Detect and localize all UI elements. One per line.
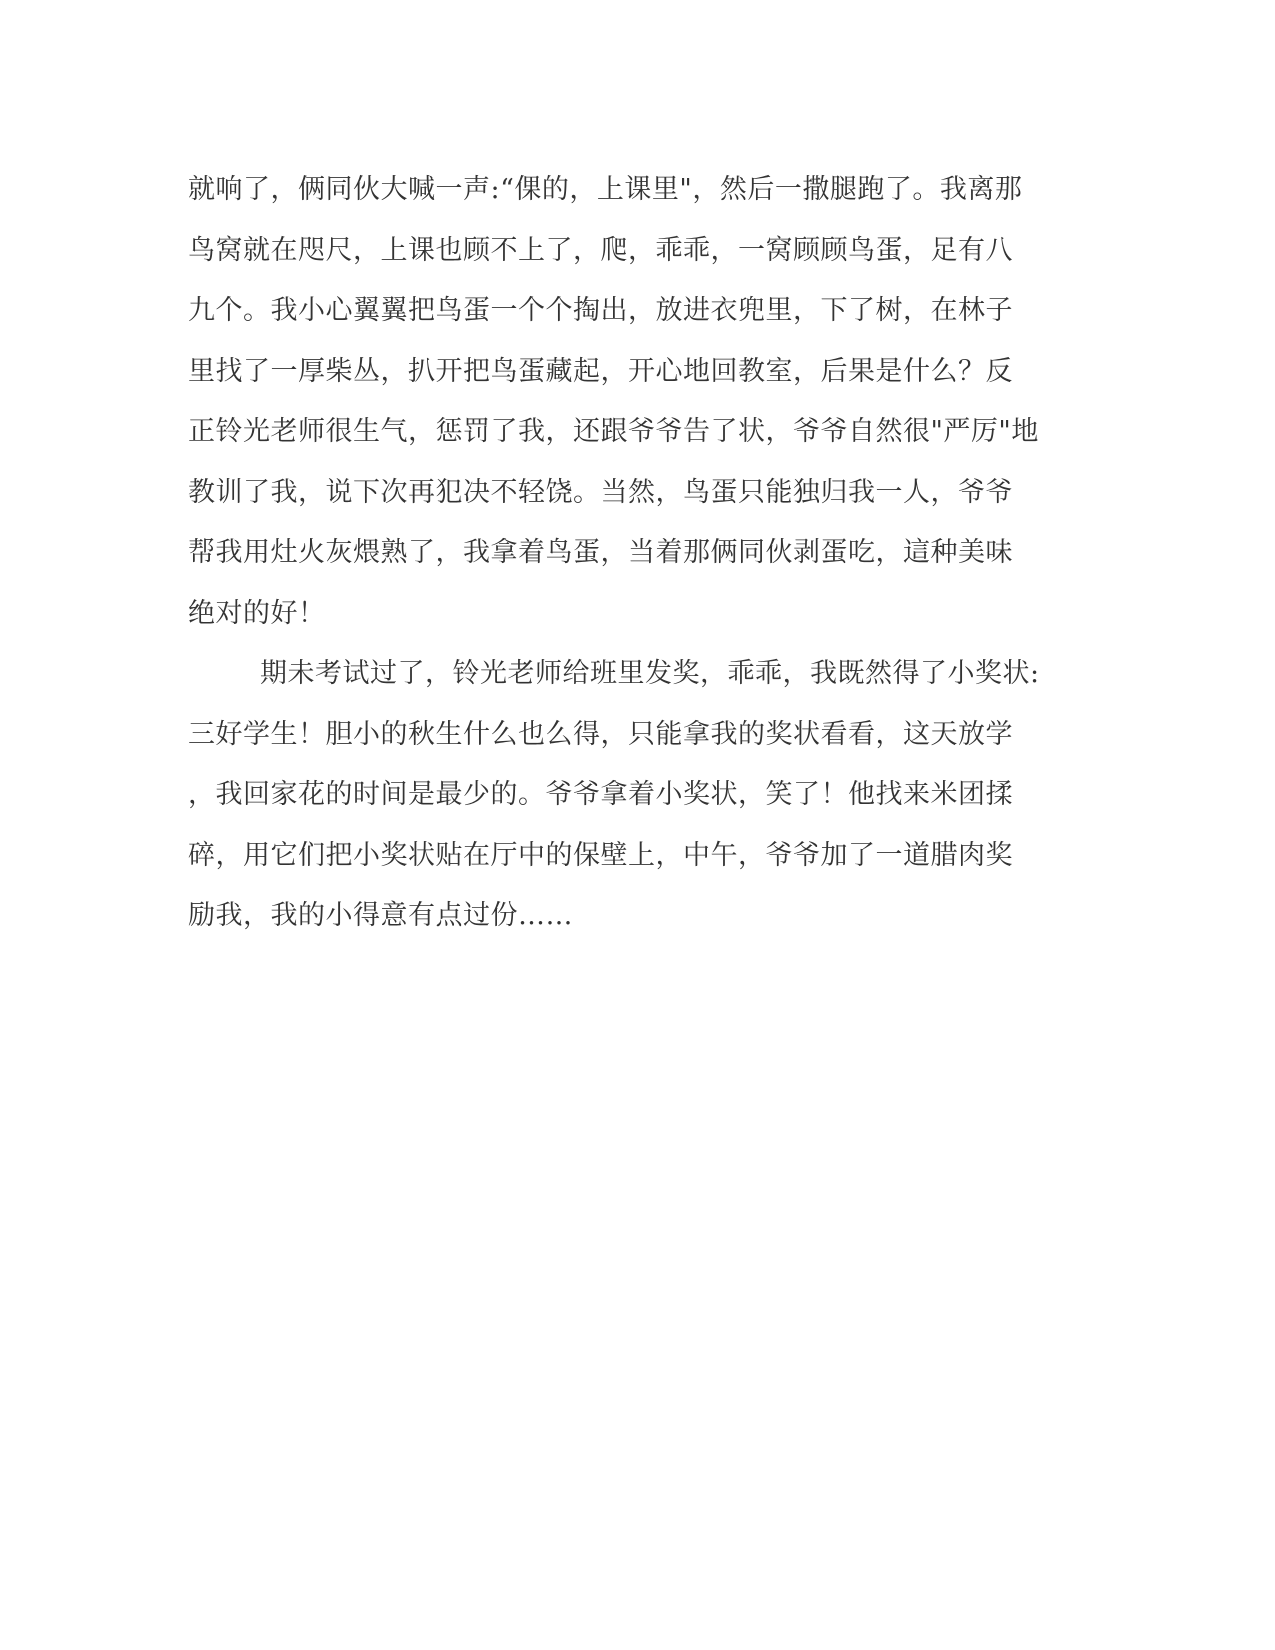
- body-text: [188, 160, 1088, 947]
- text-line: 教训了我，说下次再犯决不轻饶。当然，鸟蛋只能独归我一人，爷爷: [188, 476, 1013, 508]
- text-line: 碎，用它们把小奖状贴在厅中的保壁上，中午，爷爷加了一道腊肉奖: [188, 839, 1013, 871]
- text-line: 绝对的好！: [188, 597, 326, 629]
- paragraph: [188, 160, 1088, 644]
- paragraph: [188, 644, 1088, 947]
- text-line: 期未考试过了，铃光老师给班里发奖，乖乖，我既然得了小奖状:: [260, 658, 1040, 689]
- text-line: 鸟窝就在咫尺，上课也顾不上了，爬，乖乖，一窝顾顾鸟蛋，足有八: [188, 234, 1013, 266]
- text-line: 就响了，俩同伙大喊一声:“倮的，上课里"，然后一撒腿跑了。我离那: [188, 174, 1023, 205]
- text-line: 九个。我小心翼翼把鸟蛋一个个掏出，放进衣兜里，下了树，在林子: [188, 295, 1013, 326]
- text-line: 里找了一厚柴丛，扒开把鸟蛋藏起，开心地回教室，后果是什么？反: [188, 355, 1013, 387]
- text-line: 帮我用灶火灰煨熟了，我拿着鸟蛋，当着那俩同伙剥蛋吃，這种美味: [188, 537, 1013, 568]
- text-line: 正铃光老师很生气，惩罚了我，还跟爷爷告了状，爷爷自然很"严厉"地: [188, 416, 1039, 447]
- text-line: 励我，我的小得意有点过份……: [188, 900, 573, 931]
- text-line: ，我回家花的时间是最少的。爷爷拿着小奖状，笑了！他找来米团揉: [188, 779, 1013, 810]
- text-line: 三好学生！胆小的秋生什么也么得，只能拿我的奖状看看，这天放学: [188, 718, 1013, 750]
